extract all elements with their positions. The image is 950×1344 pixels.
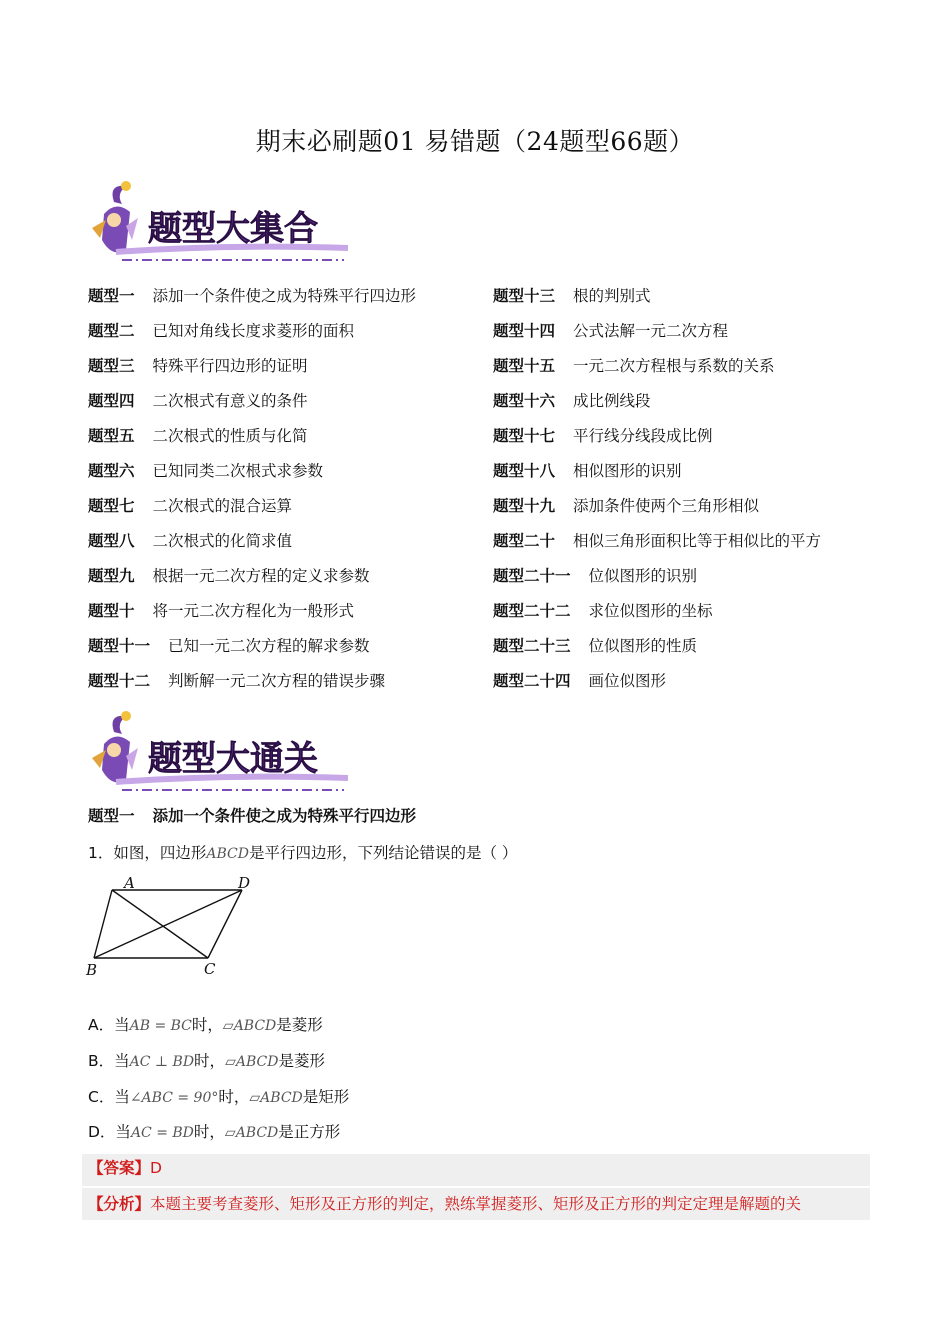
banner-breakthrough — [86, 708, 356, 798]
option-d[interactable] — [88, 1120, 340, 1142]
toc-item[interactable] — [88, 562, 416, 597]
toc-item-text: 位似图形的识别 — [588, 567, 698, 585]
toc-item[interactable] — [493, 527, 821, 562]
option-b[interactable] — [88, 1049, 325, 1071]
option-letter: A．当 — [88, 1016, 130, 1034]
wizard-mascot-icon — [92, 711, 138, 782]
wizard-mascot-icon — [92, 181, 138, 252]
toc-right-column — [493, 282, 821, 702]
toc-item-text: 二次根式有意义的条件 — [152, 392, 308, 410]
option-c[interactable] — [88, 1085, 349, 1107]
toc-item-text: 相似图形的识别 — [573, 462, 682, 480]
toc-item[interactable] — [88, 282, 416, 317]
analysis-text: 本题主要考查菱形、矩形及正方形的判定，熟练掌握菱形、矩形及正方形的判定定理是解题的关 — [150, 1195, 802, 1213]
toc-item[interactable] — [88, 632, 416, 667]
toc-item-num: 题型八 — [88, 532, 135, 550]
toc-item[interactable] — [88, 667, 416, 702]
toc-item[interactable] — [493, 352, 821, 387]
vertex-b-label: B — [86, 961, 98, 979]
page-title: 期末必刷题01 易错题（24题型66题） — [255, 127, 695, 156]
toc-item-num: 题型二十 — [493, 532, 556, 550]
toc-item-text: 一元二次方程根与系数的关系 — [573, 357, 775, 375]
toc-item-num: 题型七 — [88, 497, 135, 515]
toc-item-num: 题型十七 — [493, 427, 556, 445]
answer-block — [82, 1154, 870, 1186]
toc-item-num: 题型九 — [88, 567, 135, 585]
toc-item-text: 位似图形的性质 — [588, 637, 698, 655]
vertex-a-label: A — [124, 874, 135, 892]
option-mid: 时， — [194, 1052, 226, 1070]
toc-item[interactable] — [88, 457, 416, 492]
toc-item-text: 添加条件使两个三角形相似 — [573, 497, 760, 515]
question-prefix: 1．如图，四边形 — [88, 844, 207, 862]
option-a[interactable] — [88, 1013, 323, 1035]
toc-item-text: 公式法解一元二次方程 — [573, 322, 729, 340]
banner-breakthrough-text: 题型大通关 — [148, 739, 318, 779]
toc-item[interactable] — [88, 422, 416, 457]
toc-item[interactable] — [493, 317, 821, 352]
toc-item-text: 已知同类二次根式求参数 — [152, 462, 324, 480]
toc-item-text: 已知一元二次方程的解求参数 — [168, 637, 370, 655]
option-mid: 时， — [191, 1016, 223, 1034]
toc-item[interactable] — [493, 632, 821, 667]
toc-item-text: 成比例线段 — [573, 392, 651, 410]
toc-item-num: 题型二十一 — [493, 567, 571, 585]
analysis-label: 【分析】 — [88, 1195, 151, 1213]
toc-item[interactable] — [88, 527, 416, 562]
option-mid: 时， — [218, 1088, 250, 1106]
banner-collection — [86, 178, 356, 268]
option-end: 是矩形 — [302, 1088, 350, 1106]
toc-item-num: 题型十二 — [88, 672, 151, 690]
toc-item-num: 题型十六 — [493, 392, 556, 410]
toc-item[interactable] — [493, 562, 821, 597]
option-condition: AC ⊥ BD — [129, 1054, 195, 1070]
section-num: 题型一 — [88, 807, 135, 825]
option-letter: C．当 — [88, 1088, 130, 1106]
question-suffix: 是平行四边形，下列结论错误的是（ ） — [248, 844, 518, 862]
toc-item[interactable] — [88, 352, 416, 387]
option-end: 是菱形 — [278, 1052, 325, 1070]
toc-item[interactable] — [493, 492, 821, 527]
toc-item-num: 题型十八 — [493, 462, 556, 480]
option-end: 是菱形 — [276, 1016, 323, 1034]
option-condition: AC = BD — [130, 1125, 194, 1141]
toc-item-num: 题型十一 — [88, 637, 151, 655]
toc-item-text: 求位似图形的坐标 — [588, 602, 713, 620]
toc-item[interactable] — [88, 387, 416, 422]
toc-left-column — [88, 282, 416, 702]
option-condition: ∠ABC = 90° — [129, 1090, 219, 1106]
edge-ba — [94, 890, 112, 958]
banner-collection-text: 题型大集合 — [148, 209, 318, 249]
toc-item-text: 画位似图形 — [588, 672, 667, 690]
toc-item-num: 题型十四 — [493, 322, 556, 340]
option-shape: ▱ABCD — [225, 1054, 279, 1070]
diagonal-bd — [94, 890, 242, 958]
toc-item-text: 二次根式的混合运算 — [152, 497, 293, 515]
toc-item-num: 题型二十四 — [493, 672, 571, 690]
analysis-block — [82, 1188, 870, 1220]
toc-item[interactable] — [493, 387, 821, 422]
vertex-c-label: C — [204, 960, 216, 978]
toc-item-text: 二次根式的化简求值 — [152, 532, 293, 550]
toc-item[interactable] — [88, 317, 416, 352]
toc-item-text: 二次根式的性质与化简 — [152, 427, 308, 445]
toc-item-text: 将一元二次方程化为一般形式 — [152, 602, 355, 620]
option-shape: ▱ABCD — [249, 1090, 303, 1106]
toc-item[interactable] — [493, 667, 821, 702]
edge-dc — [208, 890, 242, 958]
toc-item-num: 题型四 — [88, 392, 135, 410]
toc-item-num: 题型一 — [88, 287, 135, 305]
toc-item[interactable] — [88, 492, 416, 527]
toc-item-text: 平行线分线段成比例 — [573, 427, 713, 445]
toc-item-num: 题型二十二 — [493, 602, 571, 620]
toc-item[interactable] — [493, 457, 821, 492]
toc-item-num: 题型三 — [88, 357, 135, 375]
answer-value: D — [150, 1159, 162, 1177]
toc-item-text: 判断解一元二次方程的错误步骤 — [168, 672, 386, 690]
section-text: 添加一个条件使之成为特殊平行四边形 — [152, 807, 417, 825]
toc-item-text: 添加一个条件使之成为特殊平行四边形 — [152, 287, 417, 305]
toc-item-text: 特殊平行四边形的证明 — [152, 357, 308, 375]
diagonal-ac — [112, 890, 208, 958]
section-heading — [88, 804, 416, 826]
question-text — [88, 841, 517, 863]
option-letter: D．当 — [88, 1123, 131, 1141]
toc-item[interactable] — [88, 597, 416, 632]
parallelogram-figure — [82, 870, 262, 980]
toc-item-num: 题型十九 — [493, 497, 556, 515]
toc-item-num: 题型六 — [88, 462, 135, 480]
toc-item-text: 根的判别式 — [573, 287, 651, 305]
option-mid: 时， — [193, 1123, 225, 1141]
toc-item-text: 相似三角形面积比等于相似比的平方 — [573, 532, 822, 550]
answer-label: 【答案】 — [88, 1159, 151, 1177]
toc-item-num: 题型十五 — [493, 357, 556, 375]
toc-item-text: 根据一元二次方程的定义求参数 — [152, 567, 370, 585]
toc-item-text: 已知对角线长度求菱形的面积 — [152, 322, 355, 340]
option-shape: ▱ABCD — [224, 1125, 279, 1141]
option-end: 是正方形 — [278, 1123, 341, 1141]
toc-item-num: 题型五 — [88, 427, 135, 445]
toc-item[interactable] — [493, 282, 821, 317]
toc-item-num: 题型二 — [88, 322, 135, 340]
option-letter: B．当 — [88, 1052, 130, 1070]
question-math: ABCD — [206, 846, 249, 862]
toc-item-num: 题型十 — [88, 602, 135, 620]
toc-item-num: 题型二十三 — [493, 637, 571, 655]
toc-item[interactable] — [493, 422, 821, 457]
option-condition: AB = BC — [129, 1018, 192, 1034]
toc-item-num: 题型十三 — [493, 287, 556, 305]
toc-item[interactable] — [493, 597, 821, 632]
option-shape: ▱ABCD — [222, 1018, 277, 1034]
vertex-d-label: D — [238, 874, 251, 892]
